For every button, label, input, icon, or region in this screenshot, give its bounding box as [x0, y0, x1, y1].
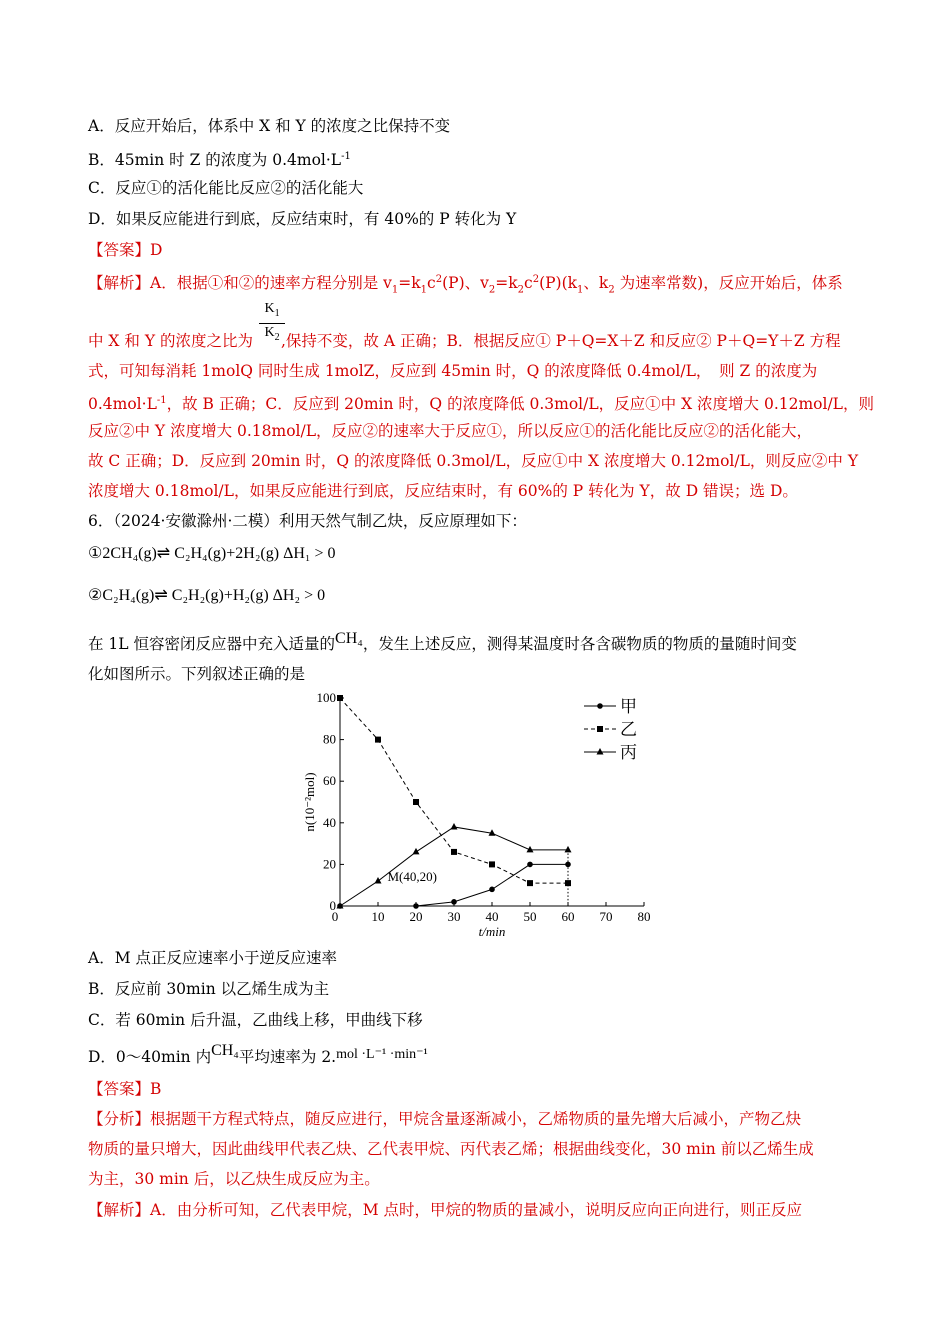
y-tick-label: 80	[323, 731, 336, 747]
point-甲	[413, 903, 419, 909]
series-line-丙	[340, 827, 568, 906]
q6-fenxi-line3: 为主，30 min 后，以乙炔生成反应为主。	[88, 1170, 380, 1188]
q5-analysis-line1-tail: 为速率常数)，反应开始后，体系	[619, 274, 843, 293]
point-乙	[413, 799, 419, 805]
legend-label-丙: 丙	[620, 743, 637, 762]
q5-analysis-line2	[88, 330, 841, 352]
q6-option-d-unit: mol ·L⁻¹ ·min⁻¹	[336, 1047, 428, 1062]
point-丙	[565, 846, 572, 853]
q5-option-b	[88, 146, 351, 171]
q5-analysis-line1-end: (P)(k	[539, 274, 578, 293]
point-乙	[489, 861, 495, 867]
point-丙	[413, 848, 420, 855]
point-甲	[565, 862, 571, 868]
q5-option-b-sup: -1	[341, 151, 351, 162]
y-tick-label: 100	[316, 690, 336, 705]
legend-marker-丙	[597, 748, 604, 755]
q5-analysis-line6: 故 C 正确；D．反应到 20min 时，Q 的浓度降低 0.3mol/L，反应①中 X 浓度增大 0.12mol/L，则反应②中 Y	[88, 452, 859, 470]
q6-option-a: A．M 点正反应速率小于逆反应速率	[88, 949, 337, 967]
q6-option-b: B．反应前 30min 以乙烯生成为主	[88, 980, 330, 998]
q6-desc-line1	[88, 630, 797, 656]
q5-analysis-line4b: ，故 B 正确；C．反应到 20min 时，Q 的浓度降低 0.3mol/L，反应①中 X 浓度增大 0.12mol/L，则	[166, 395, 874, 414]
q5-option-b-text: B．45min 时 Z 的浓度为 0.4mol·L	[88, 151, 342, 170]
x-tick-label: 30	[447, 909, 461, 924]
point-乙	[565, 880, 571, 886]
q6-fenxi-line1: 【分析】根据题干方程式特点，随反应进行，甲烷含量逐渐减小，乙烯物质的量先增大后减小，产物乙炔	[88, 1110, 802, 1128]
point-乙	[451, 849, 457, 855]
q6-option-d-b: 平均速率为 2.	[238, 1048, 337, 1066]
line-chart	[300, 688, 660, 940]
q6-fenxi-line2: 物质的量只增大，因此曲线甲代表乙炔、乙代表甲烷、丙代表乙烯；根据曲线变化，30 min 前以乙烯生成	[88, 1140, 814, 1158]
y-axis-label: n(10⁻²mol)	[302, 772, 317, 832]
q6-stem: 6．（2024·安徽滁州·二模）利用天然气制乙炔，反应原理如下：	[88, 512, 527, 530]
q6-desc-line2: 化如图所示。下列叙述正确的是	[88, 665, 306, 683]
k-ratio-fraction: $\frac{K_1}{K_2}$	[259, 300, 285, 347]
frac-num: K	[264, 301, 275, 316]
q5-analysis-line3: 式，可知每消耗 1molQ 同时生成 1molZ，反应到 45min 时，Q 的浓度降低 0.4mol/L， 则 Z 的浓度为	[88, 362, 818, 380]
q5-analysis-line4: $0.4mol\cdot L^{-1}$，故 B 正确；C．反应到 20min 时，Q 的浓度降低 0.3mol/L，反应①中 X 浓度增大 0.12mol/L，则	[88, 395, 874, 414]
x-origin-label: 0	[331, 909, 339, 924]
point-丙	[375, 877, 382, 884]
q5-analysis-line2b: ,保持不变，故 A 正确；B．根据反应① P＋Q=X＋Z 和反应② P＋Q=Y＋Z 方程	[280, 332, 841, 350]
q6-answer: 【答案】B	[88, 1080, 162, 1098]
x-tick-label: 80	[637, 909, 651, 924]
q6-option-c: C．若 60min 后升温，乙曲线上移，甲曲线下移	[88, 1011, 423, 1029]
point-乙	[375, 737, 381, 743]
legend-label-乙: 乙	[620, 720, 637, 739]
annotation-m: M(40,20)	[387, 869, 437, 885]
series-line-乙	[340, 698, 568, 883]
x-tick-label: 60	[561, 909, 575, 924]
point-丙	[451, 823, 458, 830]
q6-reaction-1: ①2CH₄(g)⇌ C₂H₄(g)+2H₂(g) ΔH₁ > 0	[88, 545, 336, 562]
q5-analysis-line2a: 中 X 和 Y 的浓度之比为	[88, 332, 253, 350]
legend-marker-乙	[597, 726, 603, 732]
q5-analysis-line1-rest: (P)、v	[442, 274, 489, 293]
x-tick-label: 20	[409, 909, 423, 924]
x-axis-label: t/min	[478, 924, 506, 939]
q5-option-d: D．如果反应能进行到底，反应结束时，有 40%的 P 转化为 Y	[88, 210, 517, 228]
q5-analysis-line1: 【解析】A．根据①和②的速率方程分别是 $v_1=k_1c^2(P)$、$v_2=k_2c^2(P)(k_1$、$k_2$ 为速率常数)，反应开始后，体系	[88, 274, 843, 296]
q5-option-a: A．反应开始后，体系中 X 和 Y 的浓度之比保持不变	[88, 117, 451, 135]
legend-label-甲: 甲	[620, 697, 637, 716]
q5-analysis-line7: 浓度增大 0.18mol/L，如果反应能进行到底，反应结束时，有 60%的 P 转化为 Y，故 D 错误；选 D。	[88, 482, 798, 500]
q5-analysis-line5: 反应②中 Y 浓度增大 0.18mol/L，反应②的速率大于反应①，所以反应①的活化能比反应②的活化能大，	[88, 422, 813, 440]
chart-svg	[300, 688, 660, 940]
y-tick-label: 40	[323, 814, 336, 830]
point-乙	[337, 695, 343, 701]
y-tick-label: 20	[323, 856, 336, 872]
q5-answer: 【答案】D	[88, 241, 163, 259]
q5-option-c: C．反应①的活化能比反应②的活化能大	[88, 179, 364, 197]
frac-den: K	[264, 324, 275, 340]
x-tick-label: 10	[371, 909, 385, 924]
q6-option-d-ch4: CH₄	[211, 1042, 239, 1059]
y-tick-label: 0	[329, 898, 336, 913]
q6-option-d	[88, 1042, 428, 1070]
q5-analysis-line1-prefix: 【解析】A．根据①和②的速率方程分别是 v	[88, 274, 392, 293]
q6-option-d-a: D．0～40min 内	[88, 1048, 212, 1066]
q6-jiexi-line1: 【解析】A．由分析可知，乙代表甲烷，M 点时，甲烷的物质的量减小，说明反应向正向进行，则正反应	[88, 1201, 802, 1219]
x-tick-label: 70	[599, 909, 613, 924]
point-甲	[527, 862, 533, 868]
q6-reaction-2: ②C₂H₄(g)⇌ C₂H₂(g)+H₂(g) ΔH₂ > 0	[88, 587, 326, 604]
x-tick-label: 40	[485, 909, 499, 924]
y-tick-label: 60	[323, 773, 336, 789]
q6-desc-ch4: CH₄	[335, 630, 363, 647]
legend-marker-甲	[597, 703, 603, 709]
point-甲	[451, 899, 457, 905]
q5-analysis-line4a: 0.4mol·L	[88, 395, 157, 414]
q6-desc-line1b: ，发生上述反应，测得某温度时各含碳物质的物质的量随时间变	[362, 635, 797, 653]
q6-desc-line1a: 在 1L 恒容密闭反应器中充入适量的	[88, 635, 336, 653]
x-tick-label: 50	[523, 909, 537, 924]
point-乙	[527, 880, 533, 886]
point-甲	[489, 887, 495, 893]
